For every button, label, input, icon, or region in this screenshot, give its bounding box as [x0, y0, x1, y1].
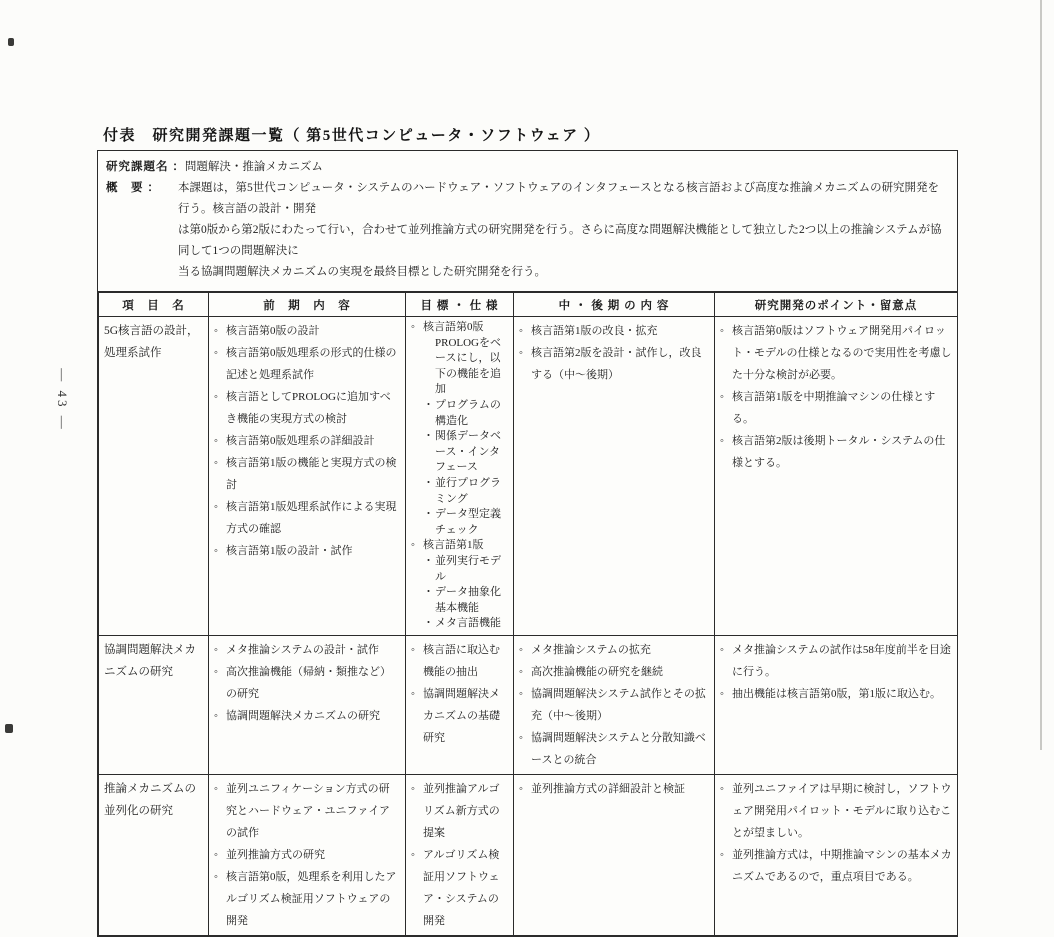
rd-items-table	[98, 292, 958, 936]
bullet-circle: ◦	[519, 665, 523, 678]
bullet-circle: ◦	[519, 643, 523, 656]
cell-item	[519, 683, 709, 727]
cell-item-text: 高次推論機能（帰納・類推など）の研究	[226, 665, 391, 700]
bullet-circle: ◦	[214, 501, 218, 513]
cell-item-text: 核言語第2版を設計・試作し，改良する（中〜後期）	[531, 347, 702, 381]
cell-item-text: 核言語第0版はソフトウェア開発用パイロット・モデルの仕様となるので実用性を考慮した十分な検討が必要。	[732, 325, 952, 381]
research-table-sheet	[97, 150, 958, 937]
cell-item-text: データ抽象化基本機能	[435, 586, 501, 614]
cell-item-text: 協調問題解決メカニズムの研究	[226, 709, 380, 722]
scan-edge-artifact	[1040, 0, 1042, 750]
cell-item-text: プログラムの構造化	[435, 398, 501, 427]
bullet-dot: ・	[423, 617, 434, 630]
overview-line: は第0版から第2版にわたって行い，合わせて並列推論方式の研究開発を行う。さらに高度な問題解決機能として独立した2つ以上の推論システムが協同して1つの問題解決に	[178, 224, 942, 257]
cell-item	[214, 778, 400, 844]
cell-item-text: 並列実行モデル	[435, 554, 501, 583]
cell-item-text: 核言語第0版処理系の形式的仕様の記述と処理系試作	[226, 347, 397, 381]
cell-item	[519, 727, 709, 771]
cell-item-text: 並列推論方式の詳細設計と検証	[531, 782, 685, 795]
cell-item	[214, 540, 400, 562]
bullet-circle: ◦	[214, 435, 218, 447]
bullet-spacer	[423, 336, 435, 398]
cell-item-text: 核言語第0版	[423, 321, 484, 333]
scan-speck	[5, 724, 13, 733]
table-body	[99, 317, 958, 936]
cell-item	[519, 639, 709, 661]
cell-item	[519, 661, 709, 683]
table-cell	[715, 635, 958, 774]
cell-item-text: 核言語第0版処理系の詳細設計	[226, 435, 375, 447]
cell-item	[720, 320, 952, 386]
research-topic-label: 研究課題名 ：	[106, 161, 185, 173]
bullet-circle: ◦	[214, 325, 218, 337]
col-header-goals-specs: 目 標 ・ 仕 様	[406, 293, 514, 317]
cell-item	[214, 844, 400, 866]
cell-item	[411, 538, 508, 554]
bullet-dot: ・	[423, 398, 434, 411]
cell-item-text: 協調問題解決システムと分散知識ベースとの統合	[531, 731, 706, 766]
summary-block	[98, 151, 957, 292]
table-cell	[514, 317, 715, 636]
bullet-circle: ◦	[214, 391, 218, 403]
bullet-circle: ◦	[214, 457, 218, 469]
bullet-circle: ◦	[214, 665, 218, 678]
cell-item	[423, 554, 508, 585]
cell-item	[720, 639, 952, 683]
item-name-cell: 5G核言語の設計，処理系試作	[99, 317, 209, 636]
cell-item-text: メタ推論システムの試作は58年度前半を目途に行う。	[732, 643, 951, 678]
bullet-circle: ◦	[411, 687, 415, 700]
bullet-circle: ◦	[214, 870, 218, 883]
bullet-circle: ◦	[411, 539, 415, 552]
cell-item-text: 並行プログラミング	[435, 476, 501, 505]
cell-item	[411, 683, 508, 749]
cell-item-text: PROLOGをベースにし，以下の機能を追加	[435, 336, 502, 396]
bullet-circle: ◦	[411, 782, 415, 795]
bullet-circle: ◦	[214, 545, 218, 557]
table-cell	[209, 635, 406, 774]
cell-item	[423, 429, 508, 476]
col-header-early-phase: 前 期 内 容	[209, 293, 406, 317]
research-topic-value: 問題解決・推論メカニズム	[184, 161, 323, 173]
cell-item	[423, 507, 508, 538]
cell-item	[720, 683, 952, 705]
bullet-dot: ・	[423, 508, 434, 521]
table-cell	[514, 635, 715, 774]
bullet-circle: ◦	[214, 347, 218, 359]
bullet-circle: ◦	[214, 848, 218, 861]
table-cell	[209, 774, 406, 935]
bullet-circle: ◦	[519, 347, 523, 359]
overview-row	[106, 178, 949, 283]
page-number: ― 43 ―	[54, 368, 70, 432]
table-cell	[209, 317, 406, 636]
cell-item-text: 関係データベース・インタフェース	[435, 430, 501, 474]
cell-item-text: 核言語第1版処理系試作による実現方式の確認	[226, 501, 397, 535]
scan-speck	[8, 38, 14, 46]
cell-item	[720, 430, 952, 474]
cell-item-text: 核言語第1版の機能と実現方式の検討	[226, 457, 397, 491]
cell-item-text: アルゴリズム検証用ソフトウェア・システムの開発	[423, 848, 500, 927]
cell-item	[423, 585, 508, 616]
overview-line: 当る協調問題解決メカニズムの実現を最終目標とした研究開発を行う。	[178, 266, 546, 278]
cell-item-text: 抽出機能は核言語第0版，第1版に取込む。	[732, 687, 941, 700]
bullet-circle: ◦	[214, 709, 218, 722]
bullet-circle: ◦	[519, 325, 523, 337]
bullet-circle: ◦	[519, 782, 523, 795]
bullet-circle: ◦	[720, 687, 724, 700]
cell-item-text: 協調問題解決メカニズムの基礎研究	[423, 687, 500, 744]
bullet-dot: ・	[423, 586, 434, 599]
cell-item	[214, 866, 400, 932]
cell-item	[411, 778, 508, 844]
table-cell	[715, 317, 958, 636]
bullet-circle: ◦	[214, 782, 218, 795]
cell-item	[214, 430, 400, 452]
table-row	[99, 635, 958, 774]
cell-item	[519, 320, 709, 342]
cell-item-text: 核言語に取込む機能の抽出	[423, 643, 500, 678]
cell-item	[720, 844, 952, 888]
cell-item-text: 核言語第0版の設計	[226, 325, 320, 337]
cell-item	[214, 661, 400, 705]
cell-item	[214, 452, 400, 496]
bullet-circle: ◦	[214, 643, 218, 656]
cell-item	[720, 778, 952, 844]
cell-item-text: 協調問題解決システム試作とその拡充（中〜後期）	[531, 687, 706, 722]
cell-item-text: 高次推論機能の研究を継続	[531, 665, 663, 678]
cell-item-text: 核言語第1版を中期推論マシンの仕様とする。	[732, 391, 936, 425]
cell-item-text: 核言語としてPROLOGに追加すべき機能の実現方式の検討	[226, 391, 391, 425]
cell-item	[423, 616, 508, 632]
page-title: 付表 研究開発課題一覧（ 第5世代コンピュータ・ソフトウェア ）	[103, 128, 601, 144]
cell-item	[214, 320, 400, 342]
cell-item-text: 並列ユニファイアは早期に検討し，ソフトウェア開発用パイロット・モデルに取り込むことが望ましい。	[732, 782, 952, 839]
cell-item-text: 核言語第0版，処理系を利用したアルゴリズム検証用ソフトウェアの開発	[226, 870, 397, 927]
cell-item-text: 並列ユニフィケーション方式の研究とハードウェア・ユニファイアの試作	[226, 782, 391, 839]
overview-text	[178, 178, 949, 283]
cell-item	[519, 778, 709, 800]
bullet-circle: ◦	[411, 848, 415, 861]
table-row	[99, 317, 958, 636]
table-row	[99, 774, 958, 935]
cell-item-text: 核言語第1版の改良・拡充	[531, 325, 658, 337]
bullet-circle: ◦	[720, 848, 724, 861]
cell-item-text: 核言語第1版の設計・試作	[226, 545, 353, 557]
bullet-circle: ◦	[720, 325, 724, 337]
cell-item	[411, 320, 508, 336]
overview-line: 本課題は，第5世代コンピュータ・システムのハードウェア・ソフトウェアのインタフェースとなる核言語および高度な推論メカニズムの研究開発を行う。核言語の設計・開発	[178, 182, 940, 215]
bullet-circle: ◦	[411, 321, 415, 333]
table-cell	[406, 635, 514, 774]
table-cell	[715, 774, 958, 935]
cell-item	[214, 496, 400, 540]
bullet-dot: ・	[423, 430, 434, 443]
cell-item-text: 並列推論方式の研究	[226, 848, 325, 861]
research-topic-row	[106, 157, 949, 178]
bullet-dot: ・	[423, 476, 434, 489]
bullet-circle: ◦	[720, 391, 724, 403]
cell-item-text: 並列推論アルゴリズム新方式の提案	[423, 782, 500, 839]
bullet-circle: ◦	[720, 643, 724, 656]
cell-item	[423, 476, 508, 507]
cell-item-text: 並列推論方式は，中期推論マシンの基本メカニズムであるので，重点項目である。	[732, 848, 952, 883]
cell-item	[214, 386, 400, 430]
cell-item	[214, 342, 400, 386]
cell-item-text: 核言語第2版は後期トータル・システムの仕様とする。	[732, 435, 946, 469]
col-header-rd-points: 研究開発のポイント・留意点	[715, 293, 958, 317]
cell-item-text: メタ言語機能	[435, 617, 501, 630]
cell-item-text: 核言語第1版	[423, 539, 484, 552]
cell-item	[411, 639, 508, 683]
cell-item	[214, 639, 400, 661]
cell-item	[423, 398, 508, 429]
table-cell	[406, 317, 514, 636]
overview-label: 概 要 ：	[106, 182, 160, 194]
cell-item-text: メタ推論システムの設計・試作	[226, 643, 379, 656]
cell-item	[720, 386, 952, 430]
item-name-cell: 推論メカニズムの並列化の研究	[99, 774, 209, 935]
cell-item	[423, 336, 508, 398]
bullet-circle: ◦	[411, 643, 415, 656]
table-cell	[514, 774, 715, 935]
item-name-cell: 協調問題解決メカニズムの研究	[99, 635, 209, 774]
cell-item	[214, 705, 400, 727]
col-header-item-name: 項 目 名	[99, 293, 209, 317]
cell-item	[411, 844, 508, 932]
bullet-circle: ◦	[519, 687, 523, 700]
bullet-circle: ◦	[720, 435, 724, 447]
bullet-circle: ◦	[720, 782, 724, 795]
cell-item	[519, 342, 709, 386]
cell-item-text: メタ推論システムの拡充	[531, 643, 651, 656]
table-header-row	[99, 293, 958, 317]
bullet-circle: ◦	[519, 731, 523, 744]
bullet-dot: ・	[423, 554, 434, 567]
cell-item-text: データ型定義チェック	[435, 508, 501, 536]
col-header-mid-late-phase: 中 ・ 後 期 の 内 容	[514, 293, 715, 317]
table-cell	[406, 774, 514, 935]
